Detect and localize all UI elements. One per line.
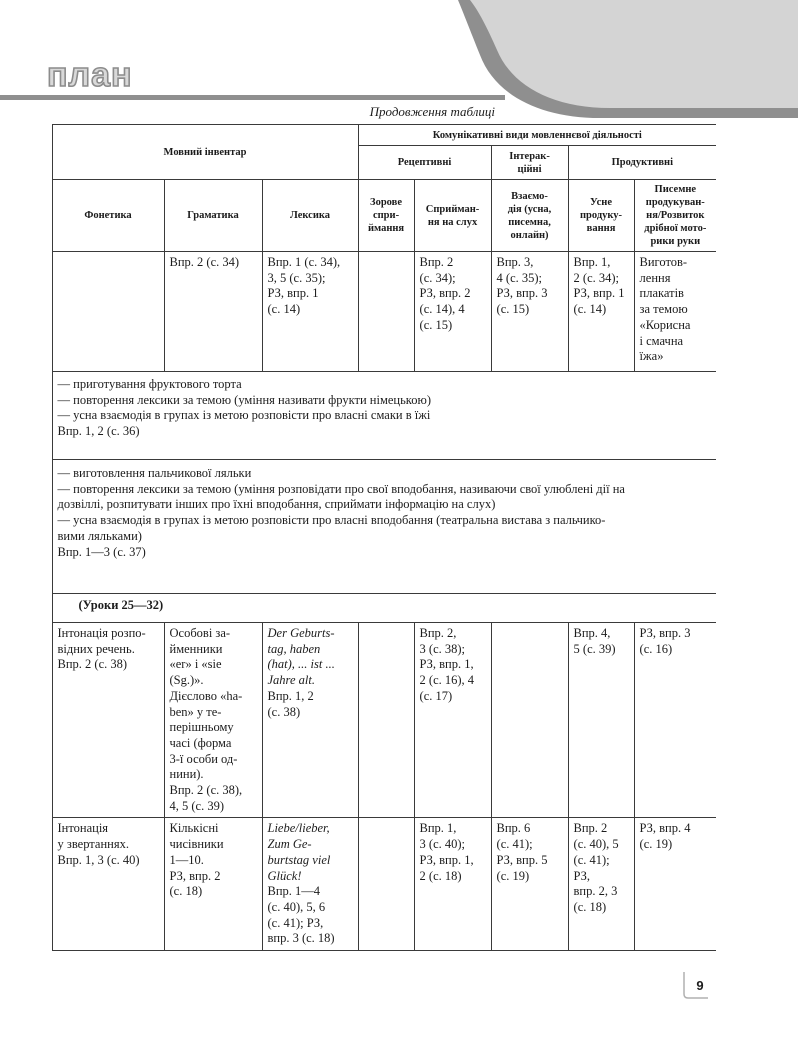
- page-title: план: [47, 56, 133, 94]
- header-grammar: Граматика: [164, 180, 262, 252]
- cell-listening: Впр. 1, 3 (с. 40); РЗ, впр. 1, 2 (с. 18): [414, 818, 491, 951]
- project-line: — повторення лексики за темою (уміння називати фрукти німецькою): [57, 392, 431, 407]
- table-row: [40, 623, 716, 818]
- lexicon-exercises: Впр. 1—4 (с. 40), 5, 6 (с. 41); РЗ, впр. 3 (с. 18): [267, 884, 335, 946]
- cell-lexicon: [262, 623, 358, 818]
- header-language-inventory: Мовний інвентар: [52, 125, 358, 180]
- project-line: — усна взаємодія в групах із метою розповісти про власні смаки в їжі: [57, 408, 431, 423]
- table-row: [40, 818, 716, 951]
- project-line: Впр. 1, 2 (с. 36): [57, 424, 140, 439]
- cell-written-production: Виготов- лення плакатів за темою «Корисна і смачна їжа»: [634, 252, 716, 372]
- lesson-plan-table: [40, 124, 716, 951]
- section-row: [40, 594, 716, 623]
- cell-written-production: РЗ, впр. 3 (с. 16): [634, 623, 716, 818]
- header-lexicon: Лексика: [262, 180, 358, 252]
- header-listening: Сприйман- ня на слух: [414, 180, 491, 252]
- lexicon-phrase: Der Geburts- tag, haben (hat), ... ist ... Jahre alt.: [267, 626, 335, 688]
- cell-grammar: Впр. 2 (с. 34): [164, 252, 262, 372]
- header-oral-production: Усне продуку- вання: [568, 180, 634, 252]
- lexicon-exercises: Впр. 1, 2 (с. 38): [267, 688, 314, 719]
- header-communicative: Комунікативні види мовленнєвої діяльності: [358, 125, 716, 146]
- header-interactive: Інтерак- ційні: [491, 146, 568, 180]
- table-left-edge: [40, 125, 52, 252]
- cell-interaction: [491, 623, 568, 818]
- header-visual-perception: Зорове спри- ймання: [358, 180, 414, 252]
- cell-oral-production: Впр. 4, 5 (с. 39): [568, 623, 634, 818]
- project-line: вими ляльками): [57, 528, 142, 543]
- page-number: 9: [696, 978, 704, 993]
- cell-written-production: РЗ, впр. 4 (с. 19): [634, 818, 716, 951]
- cell-oral-production: Впр. 1, 2 (с. 34); РЗ, впр. 1 (с. 14): [568, 252, 634, 372]
- table-continuation-note: Продовження таблиці: [369, 104, 495, 119]
- section-lessons: (Уроки 25—32): [52, 594, 716, 623]
- cell-listening: Впр. 2 (с. 34); РЗ, впр. 2 (с. 14), 4 (с. 15): [414, 252, 491, 372]
- header-phonetics: Фонетика: [52, 180, 164, 252]
- cell-grammar: Кількісні чисівники 1—10. РЗ, впр. 2 (с. 18): [164, 818, 262, 951]
- header-productive: Продуктивні: [568, 146, 716, 180]
- project-line: — приготування фруктового торта: [57, 377, 242, 391]
- cell-visual-perception: [358, 252, 414, 372]
- cell-oral-production: Впр. 2 (с. 40), 5 (с. 41); РЗ, впр. 2, 3 (с. 18): [568, 818, 634, 951]
- cell-phonetics: Інтонація розпо- відних речень. Впр. 2 (с. 38): [52, 623, 164, 818]
- header-interaction: Взаємо- дія (усна, писемна, онлайн): [491, 180, 568, 252]
- project-row: [40, 460, 716, 594]
- cell-lexicon: [262, 818, 358, 951]
- cell-visual-perception: [358, 623, 414, 818]
- project-line: — повторення лексики за темою (уміння розповідати про свої вподобання, називаючи свої улюблені дії на: [57, 481, 625, 496]
- cell-interaction: Впр. 6 (с. 41); РЗ, впр. 5 (с. 19): [491, 818, 568, 951]
- cell-phonetics: [52, 252, 164, 372]
- header-receptive: Рецептивні: [358, 146, 491, 180]
- project-line: — виготовлення пальчикової ляльки: [57, 466, 252, 480]
- project-description: [52, 372, 716, 460]
- table-row: [40, 252, 716, 372]
- cell-lexicon: Впр. 1 (с. 34), 3, 5 (с. 35); РЗ, впр. 1 (с. 14): [262, 252, 358, 372]
- lexicon-phrase: Liebe/lieber, Zum Ge- burtstag viel Glück!: [267, 821, 331, 883]
- project-line: — усна взаємодія в групах із метою розповісти про власні вподобання (театральна вистава з пальчико-: [57, 513, 606, 528]
- project-description: [52, 460, 716, 594]
- cell-interaction: Впр. 3, 4 (с. 35); РЗ, впр. 3 (с. 15): [491, 252, 568, 372]
- cell-grammar: Особові за- йменники «er» і «sie (Sg.)». Дієслово «ha- ben» у те- перішньому часі (форма 3-ї особи од- нини). Впр. 2 (с. 38), 4, 5 (с. 39): [164, 623, 262, 818]
- project-row: [40, 372, 716, 460]
- project-line: Впр. 1—3 (с. 37): [57, 544, 146, 559]
- project-line: дозвіллі, розпитувати інших про їхні вподобання, сприймати інформацію на слух): [57, 497, 496, 512]
- cell-phonetics: Інтонація у звертаннях. Впр. 1, 3 (с. 40): [52, 818, 164, 951]
- header-written-production: Писемне продукуван- ня/Розвиток дрібної мото- рики руки: [634, 180, 716, 252]
- cell-listening: Впр. 2, 3 (с. 38); РЗ, впр. 1, 2 (с. 16), 4 (с. 17): [414, 623, 491, 818]
- cell-visual-perception: [358, 818, 414, 951]
